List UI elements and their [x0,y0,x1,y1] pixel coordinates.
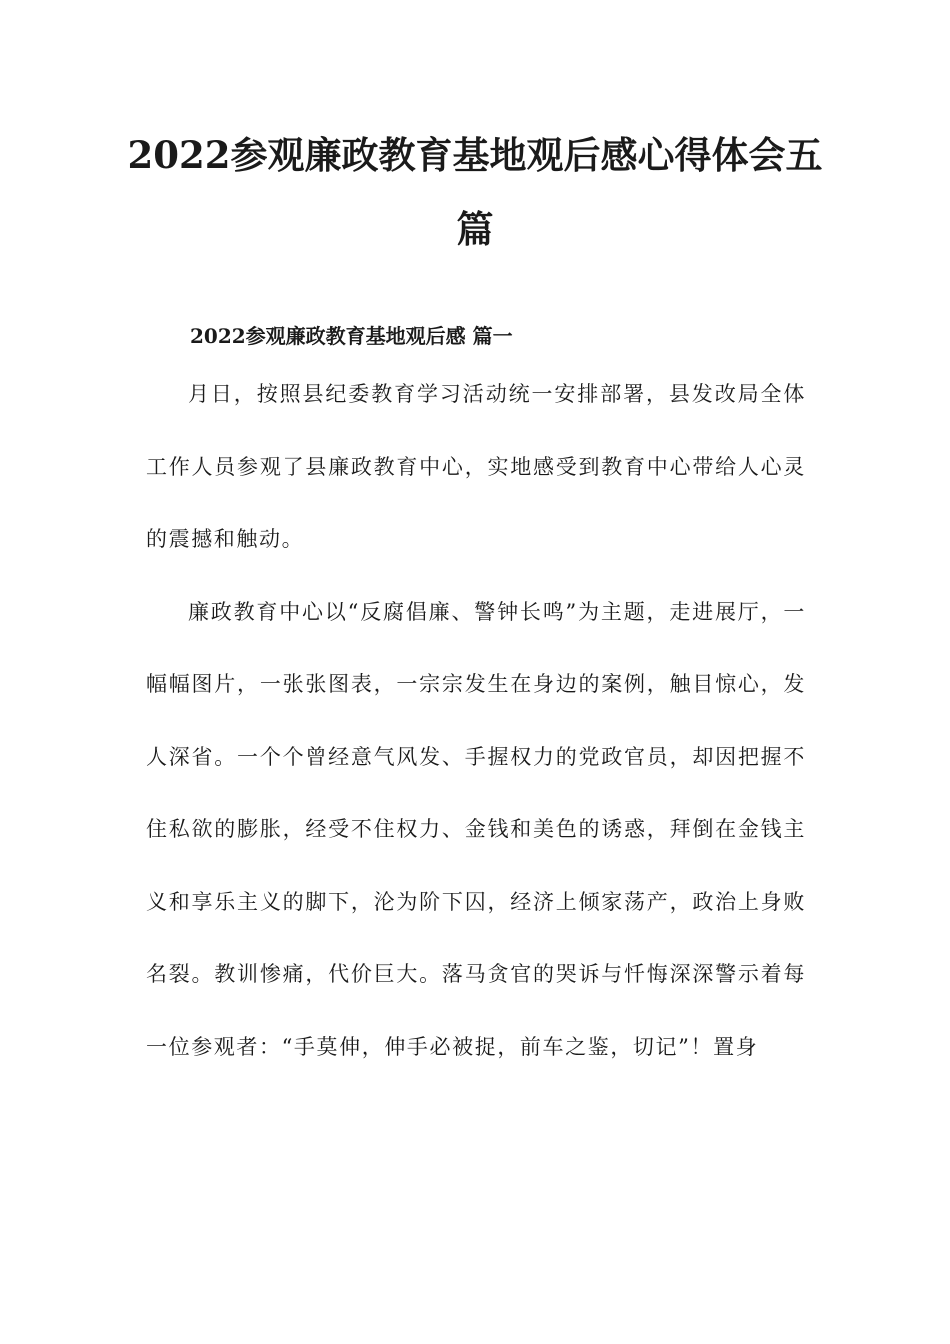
document-title: 2022参观廉政教育基地观后感心得体会五篇 [127,133,823,251]
paragraph-2: 廉政教育中心以“反腐倡廉、警钟长鸣”为主题，走进展厅，一幅幅图片，一张张图表，一宗宗发生在身边的案例，触目惊心，发人深省。一个个曾经意气风发、手握权力的党政官员，却因把握不住私欲的膨胀，经受不住权力、金钱和美色的诱惑，拜倒在金钱主义和享乐主义的脚下，沦为阶下囚，经济上倾家荡产，政治上身败名裂。教训惨痛，代价巨大。落马贪官的哭诉与忏悔深深警示着每一位参观者：“手莫伸，伸手必被捉，前车之鉴，切记”！置身 [146,599,806,1059]
document-body [146,358,806,1083]
section-heading: 2022参观廉政教育基地观后感 篇一 [190,324,513,348]
paragraph-1: 月日，按照县纪委教育学习活动统一安排部署，县发改局全体工作人员参观了县廉政教育中心，实地感受到教育中心带给人心灵的震撼和触动。 [146,382,806,551]
